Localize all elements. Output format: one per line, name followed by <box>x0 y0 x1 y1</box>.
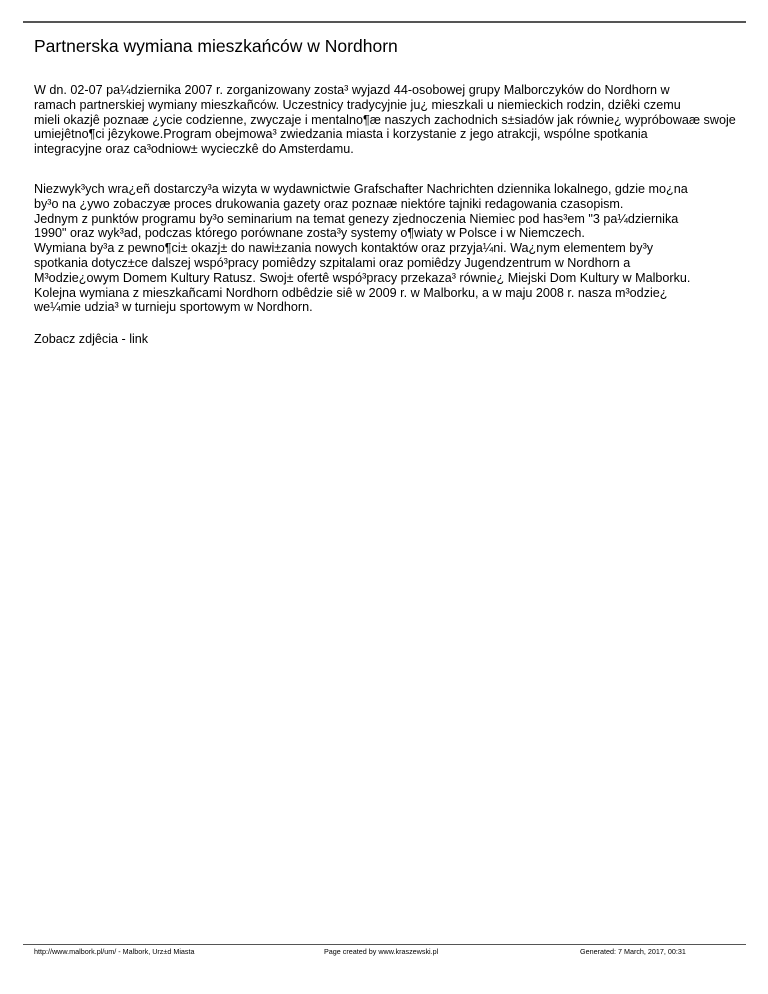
paragraph-trip-summary <box>34 83 736 157</box>
paragraph-line: umiejêtno¶ci jêzykowe.Program obejmowa³ zwiedzania miasta i korzystanie z jego atrakcji, wspólne spotkania <box>34 127 648 142</box>
paragraph-photos-link[interactable] <box>34 332 148 347</box>
paragraph-line: Jednym z punktów programu by³o seminarium na temat genezy zjednoczenia Niemiec pod has³em "3 pa¼dziernika <box>34 211 679 226</box>
paragraph-line: W dn. 02-07 pa¼dziernika 2007 r. zorganizowany zosta³ wyjazd 44-osobowej grupy Malborczyków do Nordhorn w <box>34 83 670 97</box>
paragraph-line: Kolejna wymiana z mieszkañcami Nordhorn odbêdzie siê w 2009 r. w Malborku, a w maju 2008 r. nasza m³odzie¿ <box>34 285 668 300</box>
top-divider <box>23 21 746 23</box>
paragraph-line: Wymiana by³a z pewno¶ci± okazj± do nawi±zania nowych kontaktów oraz przyja¼ni. Wa¿nym elementem by³y <box>34 241 654 256</box>
paragraph-line: Niezwyk³ych wra¿eñ dostarczy³a wizyta w wydawnictwie Grafschafter Nachrichten dziennika lokalnego, gdzie mo¿na <box>34 182 688 196</box>
footer-credit: Page created by www.kraszewski.pl <box>324 947 439 956</box>
paragraph-line: we¼mie udzia³ w turnieju sportowym w Nordhorn. <box>34 300 313 315</box>
footer-generated-date: Generated: 7 March, 2017, 00:31 <box>580 947 686 956</box>
page-title: Partnerska wymiana mieszkańców w Nordhorn <box>34 36 398 56</box>
paragraph-line: by³o na ¿ywo zobaczyæ proces drukowania gazety oraz poznaæ niektóre tajniki redagowania czasopism. <box>34 196 624 211</box>
paragraph-line: mieli okazjê poznaæ ¿ycie codzienne, zwyczaje i mentalno¶æ naszych zachodnich s±siadów jak równie¿ wypróbowaæ swoje <box>34 112 736 127</box>
footer-divider <box>23 944 746 945</box>
paragraph-line: M³odzie¿owym Domem Kultury Ratusz. Swoj± ofertê wspó³pracy przekaza³ równie¿ Miejski Dom Kultury w Malborku. <box>34 270 691 285</box>
photos-link[interactable]: Zobacz zdjêcia - link <box>34 332 149 346</box>
paragraph-line: integracyjne oraz ca³odniow± wycieczkê do Amsterdamu. <box>34 142 354 157</box>
paragraph-line: 1990" oraz wyk³ad, podczas którego porównane zosta³y systemy o¶wiaty w Polsce i w Niemczech. <box>34 226 585 241</box>
paragraph-line: ramach partnerskiej wymiany mieszkañców. Uczestnicy tradycyjnie ju¿ mieszkali u niemieckich rodzin, dziêki czemu <box>34 97 681 112</box>
footer-source-url[interactable]: http://www.malbork.pl/um/ - Malbork, Urz±d Miasta <box>34 947 195 956</box>
paragraph-line: spotkania dotycz±ce dalszej wspó³pracy pomiêdzy szpitalami oraz pomiêdzy Jugendzentrum w Nordhorn a <box>34 255 631 270</box>
paragraph-program-details <box>34 182 690 315</box>
